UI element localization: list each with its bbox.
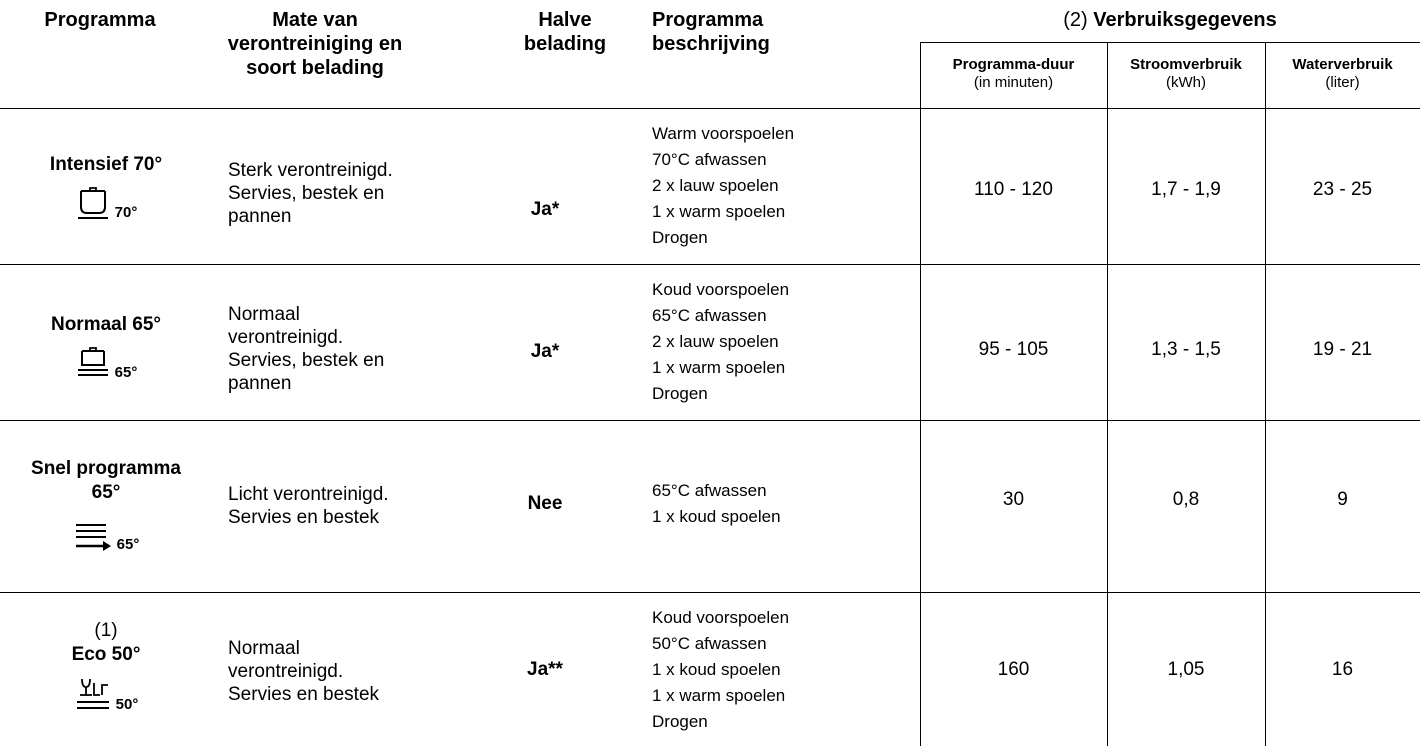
beschrijving-line: 65°C afwassen xyxy=(652,306,767,325)
header-mate-line-2: verontreiniging en xyxy=(227,33,403,55)
mate-line: Servies en bestek xyxy=(228,507,380,528)
beschrijving-line: 50°C afwassen xyxy=(652,634,767,653)
water-label: Waterverbruik xyxy=(1292,56,1393,73)
verbruik-title: Verbruiksgegevens xyxy=(1093,9,1277,31)
header-halve-line-1: Halve xyxy=(538,9,592,31)
row-duur: 160 xyxy=(997,659,1030,680)
mate-line: Normaal xyxy=(228,638,300,659)
stroom-unit: (kWh) xyxy=(1166,74,1206,91)
program-name-line-2: 65° xyxy=(91,482,121,503)
mate-line: pannen xyxy=(228,373,292,394)
row-beschrijving xyxy=(652,605,912,735)
mate-line: Sterk verontreinigd. xyxy=(228,160,393,181)
header-duur xyxy=(920,56,1107,92)
beschrijving-line: 2 x lauw spoelen xyxy=(652,332,779,351)
program-temp: 65° xyxy=(114,364,138,381)
row-duur: 95 - 105 xyxy=(978,339,1049,360)
beschrijving-line: 1 x koud spoelen xyxy=(652,507,781,526)
row-stroom: 1,7 - 1,9 xyxy=(1151,179,1221,200)
row-duur: 110 - 120 xyxy=(974,179,1053,200)
row-halve: Ja** xyxy=(527,659,563,680)
header-mate-line-3: soort belading xyxy=(246,57,384,79)
beschrijving-line: Drogen xyxy=(652,228,708,247)
beschrijving-line: 65°C afwassen xyxy=(652,481,767,500)
beschrijving-line: 70°C afwassen xyxy=(652,150,767,169)
program-name-line-1: Snel programma xyxy=(31,458,181,479)
beschrijving-line: 1 x warm spoelen xyxy=(652,358,786,377)
row-water: 23 - 25 xyxy=(1312,179,1373,200)
header-halve xyxy=(490,8,640,56)
stroom-label: Stroomverbruik xyxy=(1130,56,1242,73)
duur-unit: (in minuten) xyxy=(973,74,1054,91)
mate-line: Servies, bestek en xyxy=(228,183,385,204)
header-water xyxy=(1265,56,1420,92)
header-beschrijving xyxy=(652,8,852,56)
program-name: Eco 50° xyxy=(71,644,141,665)
row-mate xyxy=(228,159,488,228)
mate-line: Servies, bestek en xyxy=(228,350,385,371)
row-water: 19 - 21 xyxy=(1312,339,1373,360)
beschrijving-line: 1 x warm spoelen xyxy=(652,686,786,705)
mate-line: pannen xyxy=(228,206,292,227)
beschrijving-line: 1 x warm spoelen xyxy=(652,202,786,221)
beschrijving-line: Koud voorspoelen xyxy=(652,608,790,627)
mate-line: verontreinigd. xyxy=(228,661,344,682)
row-stroom: 1,3 - 1,5 xyxy=(1151,339,1221,360)
header-programma: Programma xyxy=(44,9,156,31)
beschrijving-line: 2 x lauw spoelen xyxy=(652,176,779,195)
row-stroom: 1,05 xyxy=(1167,659,1205,680)
row-mate xyxy=(228,637,488,706)
row-water: 9 xyxy=(1337,489,1348,510)
program-name xyxy=(0,457,212,505)
row-duur: 30 xyxy=(1002,489,1025,510)
header-verbruiksgegevens xyxy=(920,8,1420,32)
row-halve: Ja* xyxy=(530,341,560,362)
program-temp: 70° xyxy=(114,204,138,221)
quick-arrow-icon xyxy=(73,519,113,553)
header-mate xyxy=(190,8,440,80)
eco-glass-icon xyxy=(74,677,112,713)
header-beschrijving-line-2: beschrijving xyxy=(652,33,770,55)
program-temp: 65° xyxy=(116,536,140,553)
pot-icon xyxy=(75,187,111,221)
row-halve: Nee xyxy=(527,493,563,514)
row-mate xyxy=(228,483,488,529)
table-row xyxy=(0,109,1420,264)
program-temp: 50° xyxy=(115,696,139,713)
mate-line: Servies en bestek xyxy=(228,684,380,705)
beschrijving-line: Drogen xyxy=(652,712,708,731)
row-halve: Ja* xyxy=(530,199,560,220)
mate-line: verontreinigd. xyxy=(228,327,344,348)
header-halve-line-2: belading xyxy=(523,33,607,55)
mate-line: Normaal xyxy=(228,304,300,325)
row-water: 16 xyxy=(1331,659,1354,680)
row-beschrijving xyxy=(652,277,912,407)
header-mate-line-1: Mate van xyxy=(272,9,358,31)
header-beschrijving-line-1: Programma xyxy=(652,9,764,31)
program-name: Intensief 70° xyxy=(49,154,163,175)
program-icon xyxy=(40,677,172,713)
duur-label: Programma-duur xyxy=(952,56,1075,73)
program-icon xyxy=(40,519,172,553)
beschrijving-line: Drogen xyxy=(652,384,708,403)
program-name: Normaal 65° xyxy=(50,314,162,335)
row-stroom: 0,8 xyxy=(1172,489,1200,510)
verbruik-prefix: (2) xyxy=(1063,9,1088,31)
program-icon xyxy=(40,187,172,221)
mate-line: Licht verontreinigd. xyxy=(228,484,389,505)
row-beschrijving xyxy=(652,478,912,530)
divider-verbruik xyxy=(920,42,1420,43)
program-icon xyxy=(40,347,172,381)
table-row xyxy=(0,265,1420,420)
row-beschrijving xyxy=(652,121,912,251)
program-note: (1) xyxy=(94,620,118,641)
beschrijving-line: Koud voorspoelen xyxy=(652,280,790,299)
beschrijving-line: 1 x koud spoelen xyxy=(652,660,781,679)
table-row xyxy=(0,593,1420,746)
table-row xyxy=(0,421,1420,592)
dishes-icon xyxy=(75,347,111,381)
beschrijving-line: Warm voorspoelen xyxy=(652,124,795,143)
row-mate xyxy=(228,303,488,395)
header-stroom xyxy=(1107,56,1265,92)
water-unit: (liter) xyxy=(1325,74,1360,91)
